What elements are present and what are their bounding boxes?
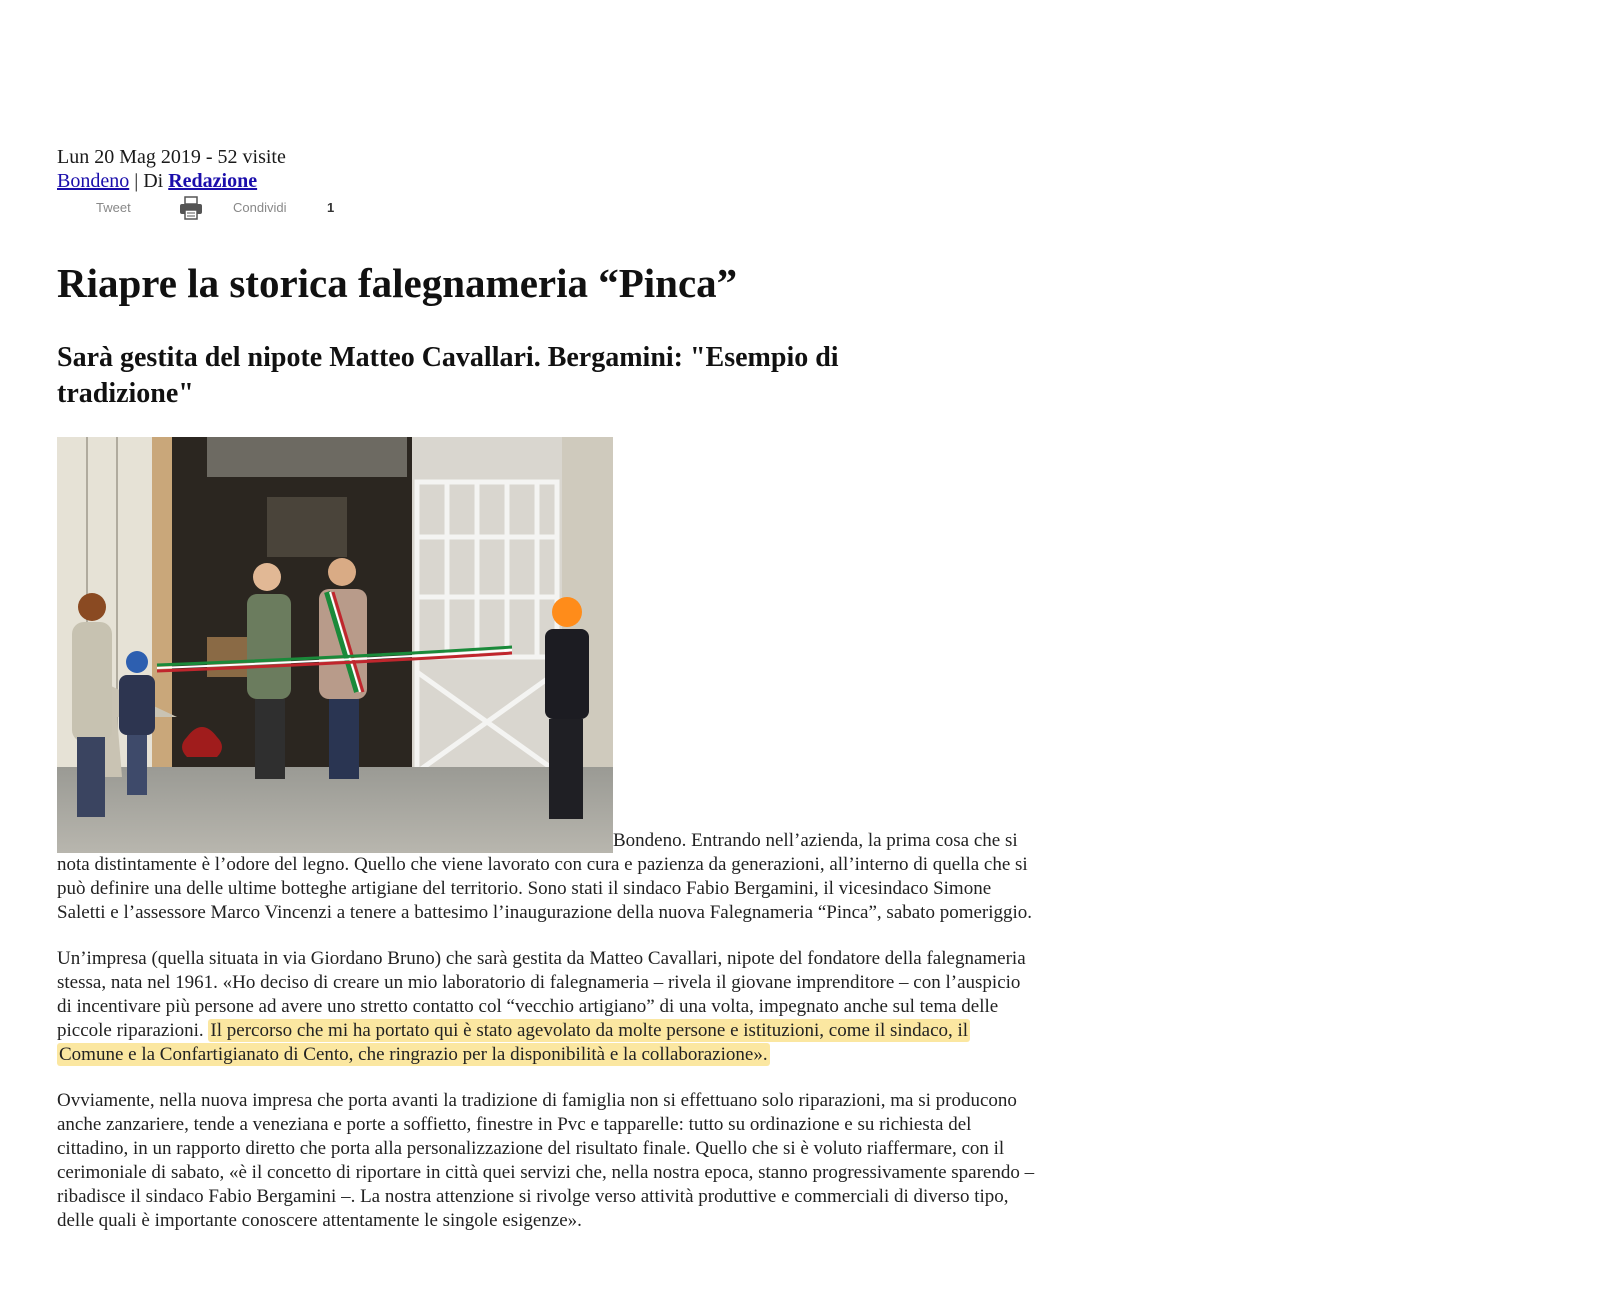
tweet-button[interactable]: Tweet — [96, 200, 131, 215]
paragraph-2-text: Un’impresa (quella situata in via Giordano Bruno) che sarà gestita da Matteo Cavallari, nipote del fondatore della falegnameria stessa, nata nel 1961. «Ho deciso di creare un mio laboratorio di falegnameria – rivela il giovane imprenditore – con l’auspicio di incentivare più persone ad avere uno stretto contatto col “vecchio artigiano” di una volta, impegnato anche sul tema delle piccole riparazioni. — [57, 948, 1026, 1041]
author-link[interactable]: Redazione — [168, 170, 258, 192]
article-paragraph-2 — [57, 947, 1037, 1067]
byline-separator: | Di — [129, 170, 169, 192]
share-button[interactable]: Condividi — [233, 200, 287, 215]
article-photo — [57, 437, 613, 853]
date-visits: Lun 20 Mag 2019 - 52 visite — [57, 146, 286, 168]
byline — [57, 169, 286, 193]
share-count: 1 — [327, 200, 335, 215]
article-subtitle: Sarà gestita del nipote Matteo Cavallari. Bergamini: "Esempio di tradizione" — [57, 342, 839, 409]
social-bar — [57, 196, 357, 224]
article-paragraph-3: Ovviamente, nella nuova impresa che porta avanti la tradizione di famiglia non si effettuano solo riparazioni, ma si producono anche zanzariere, tende a veneziana e porte a soffietto, finestre in Pvc e tapparelle: tutto su ordinazione e su richiesta del cittadino, in un rapporto diretto che porta alla personalizzazione del risultato finale. Quello che si è voluto riaffermare, con il cerimoniale di sabato, «è il concetto di riportare in città quei servizi che, nella nostra epoca, stanno progressivamente sparendo – ribadisce il sindaco Fabio Bergamini –. La nostra attenzione si rivolge verso attività produttive e commerciali di diverso tipo, delle quali è importante conoscere attentamente le singole esigenze». — [57, 1090, 1035, 1231]
article-title: Riapre la storica falegnameria “Pinca” — [57, 260, 738, 306]
paragraph-1-text: Bondeno. Entrando nell’azienda, la prima cosa che si nota distintamente è l’odore del legno. Quello che viene lavorato con cura e pazienza da generazioni, all’interno di quella che si può definire una delle ultime botteghe artigiane del territorio. Sono stati il sindaco Fabio Bergamini, il vicesindaco Simone Saletti e l’assessore Marco Vincenzi a tenere a battesimo l’inaugurazione della nuova Falegnameria “Pinca”, sabato pomeriggio. — [57, 830, 1033, 923]
article-meta — [57, 145, 286, 193]
article-body — [57, 437, 1037, 1255]
highlighted-quote: Il percorso che mi ha portato qui è stato agevolato da molte persone e istituzioni, come il sindaco, il Comune e la Confartigianato di Cento, che ringrazio per la disponibilità e la collaborazione». — [59, 1020, 969, 1065]
category-link[interactable]: Bondeno — [57, 170, 130, 192]
printer-icon[interactable] — [178, 196, 204, 220]
article-paragraph-1 — [57, 437, 1037, 925]
